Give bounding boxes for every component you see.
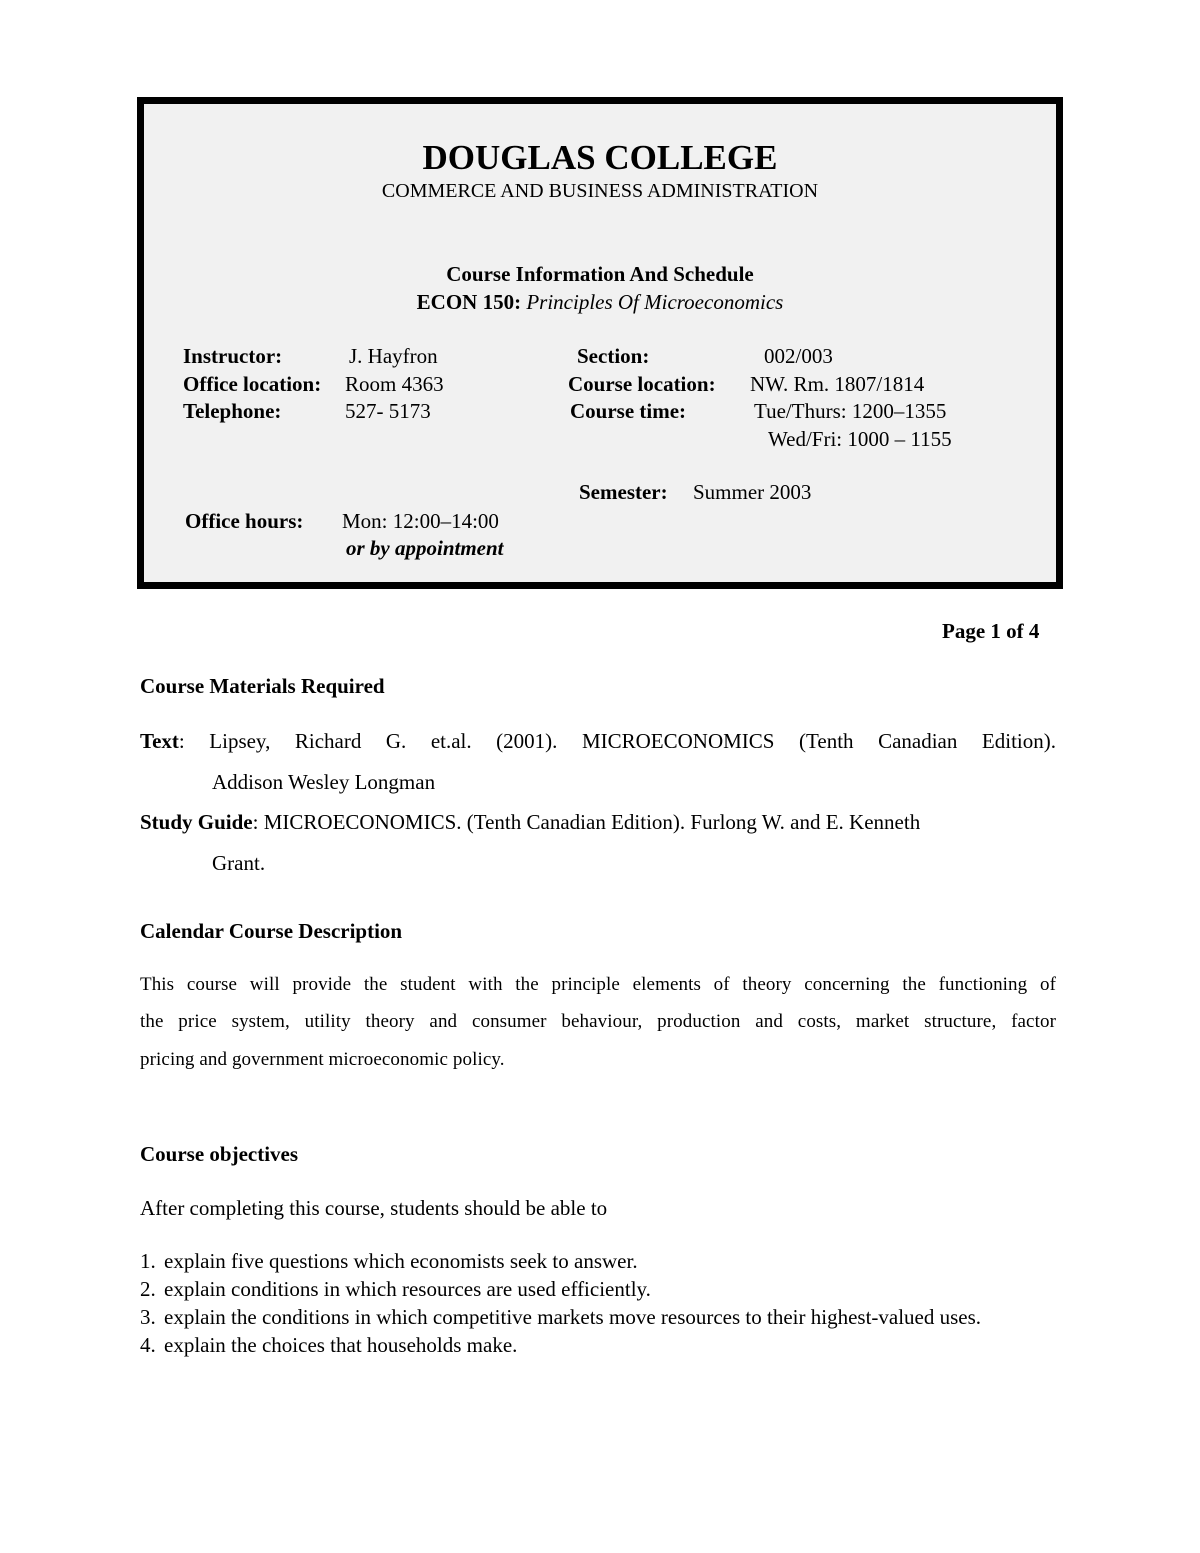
study-guide-label: Study Guide <box>140 810 253 834</box>
instructor-label: Instructor: <box>183 344 283 368</box>
list-item-number: 4. <box>140 1333 156 1357</box>
list-item-number: 1. <box>140 1249 156 1273</box>
list-item-number: 2. <box>140 1277 156 1301</box>
document-title: Course Information And Schedule <box>446 262 754 286</box>
text-publisher: Addison Wesley Longman <box>212 770 436 794</box>
study-guide-reference: : MICROECONOMICS. (Tenth Canadian Edition). Furlong W. and E. Kenneth <box>252 810 921 834</box>
course-code: ECON 150: <box>416 290 522 314</box>
course-time-value-2: Wed/Fri: 1000 – 1155 <box>768 427 952 451</box>
objectives-intro: After completing this course, students should be able to <box>140 1196 608 1220</box>
text-reference: : Lipsey, Richard G. et.al. (2001). MICROECONOMICS (Tenth Canadian Edition). <box>178 729 1056 753</box>
section-label: Section: <box>577 344 650 368</box>
office-hours-label: Office hours: <box>185 509 304 533</box>
course-time-value-1: Tue/Thurs: 1200–1355 <box>754 399 947 423</box>
list-item-number: 3. <box>140 1305 156 1329</box>
instructor-value: J. Hayfron <box>349 344 438 368</box>
objectives-list <box>140 1247 1060 1359</box>
office-location-label: Office location: <box>183 372 322 396</box>
materials-heading: Course Materials Required <box>140 674 385 698</box>
course-location-label: Course location: <box>568 372 716 396</box>
course-name: Principles Of Microeconomics <box>526 290 784 314</box>
list-item <box>140 1247 1060 1275</box>
college-name: DOUGLAS COLLEGE <box>422 138 778 177</box>
description-heading: Calendar Course Description <box>140 919 403 943</box>
description-line-1: This course will provide the student with the principle elements of theory concerning the functioning of <box>140 974 1056 995</box>
telephone-label: Telephone: <box>183 399 282 423</box>
office-hours-value: Mon: 12:00–14:00 <box>342 509 499 533</box>
list-item-text: explain the conditions in which competitive markets move resources to their highest-valued uses. <box>164 1305 982 1329</box>
description-line-3: pricing and government microeconomic policy. <box>140 1049 505 1070</box>
list-item <box>140 1331 1060 1359</box>
text-label: Text <box>140 729 179 753</box>
semester-label: Semester: <box>579 480 668 504</box>
study-guide-authors: Grant. <box>212 851 266 875</box>
description-line-2: the price system, utility theory and consumer behaviour, production and costs, market structure, factor <box>140 1011 1056 1032</box>
objectives-heading: Course objectives <box>140 1142 299 1166</box>
list-item-text: explain the choices that households make. <box>164 1333 518 1357</box>
telephone-value: 527- 5173 <box>345 399 431 423</box>
course-title-line <box>144 290 1056 315</box>
page-number: Page 1 of 4 <box>942 619 1040 643</box>
course-header-box <box>137 97 1063 589</box>
list-item <box>140 1275 1060 1303</box>
text-reference-line <box>140 729 1056 754</box>
list-item-text: explain conditions in which resources are used efficiently. <box>164 1277 651 1301</box>
department-name: COMMERCE AND BUSINESS ADMINISTRATION <box>381 180 819 202</box>
study-guide-line <box>140 810 920 835</box>
office-location-value: Room 4363 <box>345 372 444 396</box>
semester-value: Summer 2003 <box>693 480 812 504</box>
office-hours-note: or by appointment <box>346 536 504 560</box>
course-time-label: Course time: <box>570 399 687 423</box>
list-item <box>140 1303 1060 1331</box>
section-value: 002/003 <box>764 344 833 368</box>
list-item-text: explain five questions which economists seek to answer. <box>164 1249 638 1273</box>
course-location-value: NW. Rm. 1807/1814 <box>750 372 925 396</box>
